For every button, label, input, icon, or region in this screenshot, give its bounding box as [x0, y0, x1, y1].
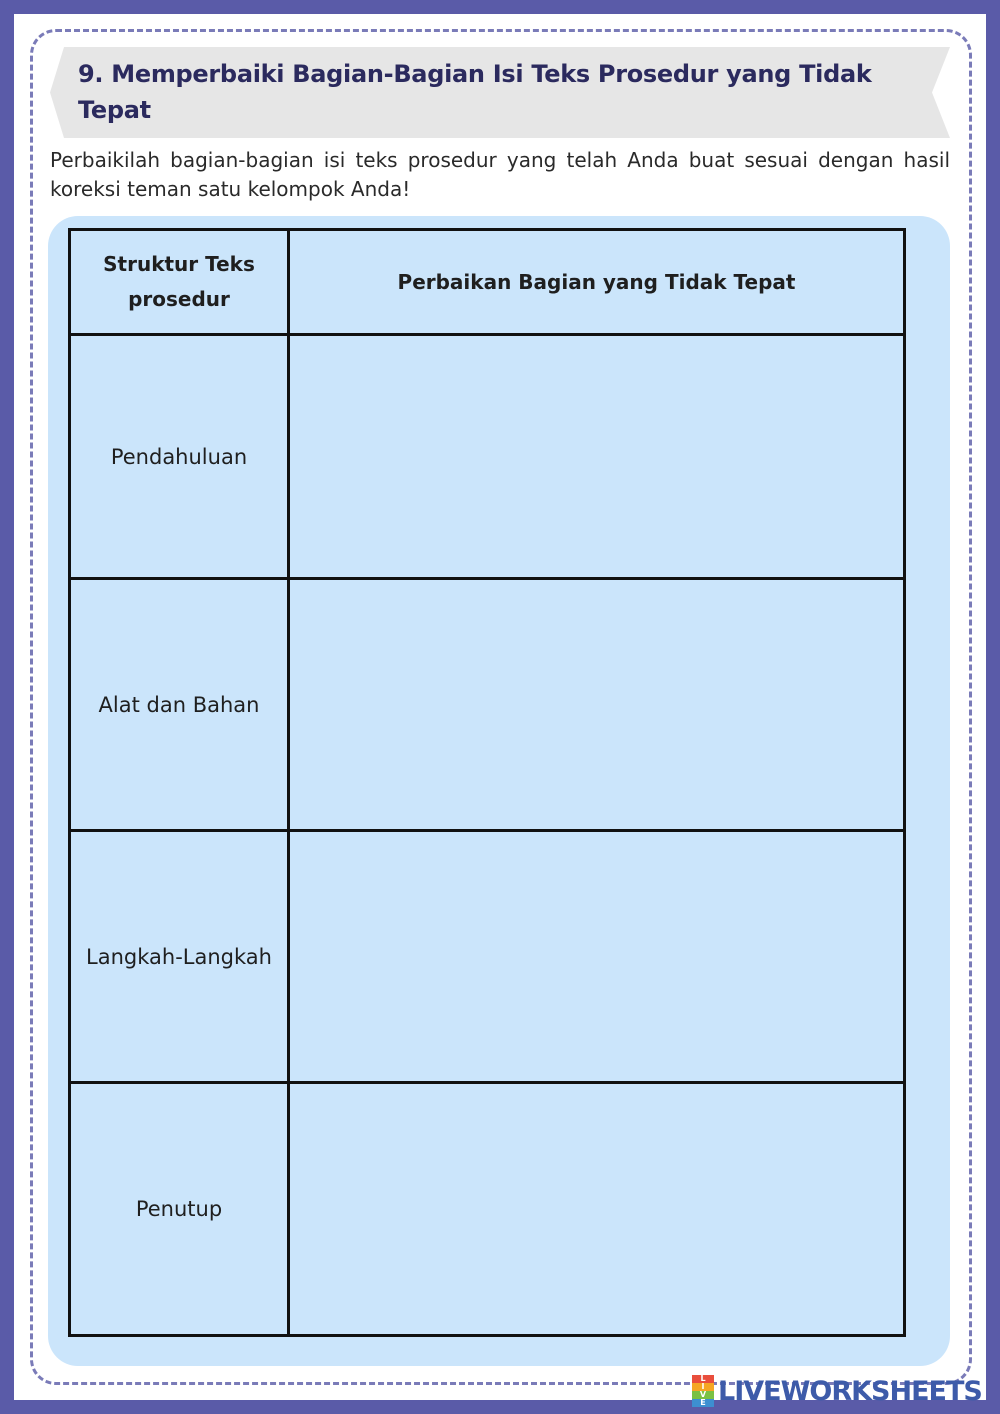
answer-cell-langkah-langkah[interactable]: [289, 831, 905, 1083]
badge-letter: E: [692, 1399, 714, 1407]
answer-cell-alat-dan-bahan[interactable]: [289, 579, 905, 831]
worksheet-table: [68, 228, 906, 1337]
page-title: 9. Memperbaiki Bagian-Bagian Isi Teks Prosedur yang Tidak Tepat: [78, 60, 872, 124]
table-row: [70, 335, 905, 579]
live-badge-icon: [692, 1375, 714, 1407]
badge-letter: V: [692, 1391, 714, 1399]
answer-cell-pendahuluan[interactable]: [289, 335, 905, 579]
table-row: [70, 579, 905, 831]
instruction-text: Perbaikilah bagian-bagian isi teks prosedur yang telah Anda buat sesuai dengan hasil koreksi teman satu kelompok Anda!: [50, 148, 950, 201]
badge-letter: I: [692, 1383, 714, 1391]
structure-alat-dan-bahan: Alat dan Bahan: [70, 579, 289, 831]
structure-langkah-langkah: Langkah-Langkah: [70, 831, 289, 1083]
badge-letter: L: [692, 1375, 714, 1383]
table-row: [70, 831, 905, 1083]
table-row: [70, 1083, 905, 1336]
structure-pendahuluan: Pendahuluan: [70, 335, 289, 579]
liveworksheets-watermark: [692, 1374, 982, 1408]
structure-penutup: Penutup: [70, 1083, 289, 1336]
header-perbaikan: Perbaikan Bagian yang Tidak Tepat: [289, 230, 905, 335]
table-header-row: [70, 230, 905, 335]
answer-cell-penutup[interactable]: [289, 1083, 905, 1336]
header-struktur: Struktur Teks prosedur: [70, 230, 289, 335]
watermark-text: LIVEWORKSHEETS: [718, 1375, 982, 1407]
